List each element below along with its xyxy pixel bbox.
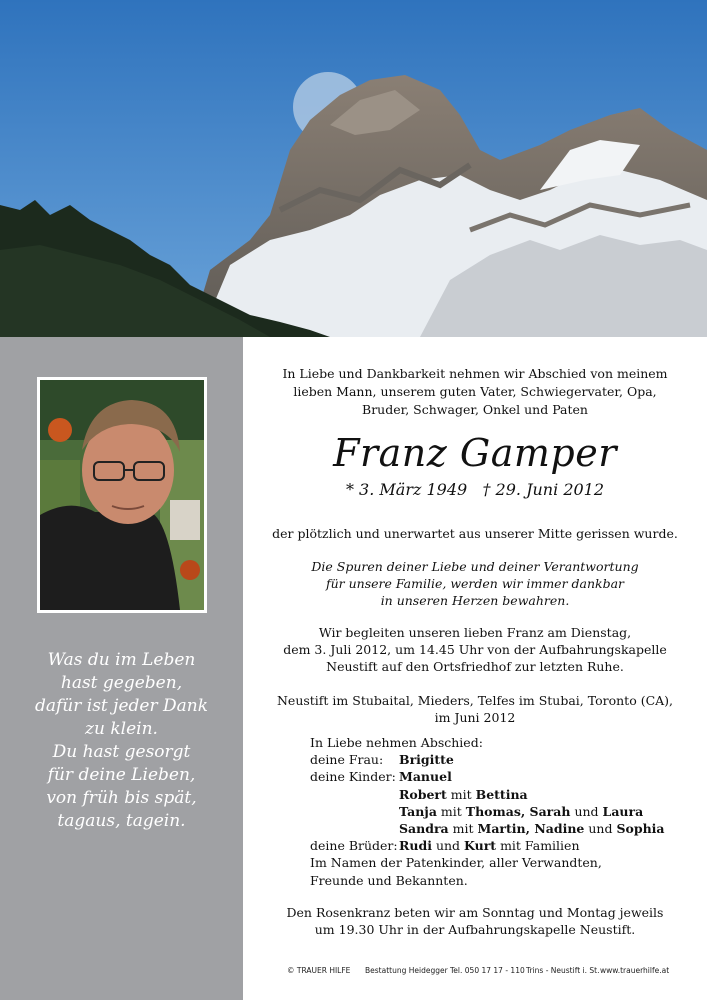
family-row-children (310, 768, 700, 785)
funeral-line: Wir begleiten unseren lieben Franz am Dienstag, (318, 625, 632, 640)
poem-line: hast gegeben, (60, 673, 183, 693)
family-row-wife (310, 751, 700, 768)
brothers-label: deine Brüder: (310, 838, 398, 854)
rosary-line: Den Rosenkranz beten wir am Sonntag und Montag jeweils (286, 905, 664, 920)
quote-line: Die Spuren deiner Liebe und deiner Verantwortung (311, 559, 639, 574)
rosary-line: um 19.30 Uhr in der Aufbahrungskapelle Neustift. (314, 922, 636, 937)
brother-name: Kurt (464, 838, 497, 854)
connector: und (588, 821, 613, 837)
place-line: im Juni 2012 (434, 710, 516, 725)
portrait-photo (37, 377, 207, 613)
family-row-child (310, 820, 700, 837)
family-row-brothers (310, 837, 700, 854)
children-label: deine Kinder: (310, 769, 396, 785)
connector: mit (452, 821, 474, 837)
child-name: Sandra (399, 821, 449, 837)
footer-phone: Tel. 050 17 17 - 110 (450, 966, 525, 975)
footer-company: Bestattung Heidegger (365, 966, 448, 975)
quote-line: für unsere Familie, werden wir immer dankbar (325, 576, 625, 591)
connector: mit (450, 786, 472, 802)
wife-label: deine Frau: (310, 752, 384, 768)
child-name: Robert (399, 786, 447, 802)
wife-name: Brigitte (399, 752, 454, 768)
text-line: der plötzlich und unerwartet aus unserer Mitte gerissen wurde. (272, 526, 678, 541)
quote-line: in unseren Herzen bewahren. (380, 593, 570, 608)
funeral-line: dem 3. Juli 2012, um 14.45 Uhr von der Aufbahrungskapelle (283, 642, 667, 657)
family-closing: Freunde und Bekannten. (310, 872, 468, 888)
intro-line: lieben Mann, unserem guten Vater, Schwiegervater, Opa, (293, 384, 657, 399)
connector: mit Familien (500, 838, 580, 854)
connector: mit (440, 803, 462, 819)
poem-line: zu klein. (85, 719, 158, 739)
spouse-name: Bettina (475, 786, 528, 802)
rosary-details (243, 904, 707, 938)
relative: Laura (602, 803, 644, 819)
family-row-child (310, 803, 700, 820)
relative: Sophia (616, 821, 665, 837)
poem-line: dafür ist jeder Dank (34, 696, 208, 716)
footer-logo: © TRAUER HILFE (287, 966, 351, 975)
poem-line: Was du im Leben (47, 650, 196, 670)
child-name: Tanja (399, 803, 437, 819)
sidebar (0, 337, 243, 1000)
sudden-death-text (243, 525, 707, 542)
place-line: Neustift im Stubaital, Mieders, Telfes im Stubai, Toronto (CA), (276, 693, 674, 708)
place-date (243, 692, 707, 726)
funeral-details (243, 624, 707, 675)
quote-text (243, 558, 707, 609)
brother-name: Rudi (399, 838, 432, 854)
funeral-line: Neustift auf den Ortsfriedhof zur letzten Ruhe. (326, 659, 624, 674)
obituary-text (243, 337, 707, 1000)
intro-line: In Liebe und Dankbarkeit nehmen wir Abschied von meinem (282, 366, 668, 381)
footer-location: Trins - Neustift i. St. (526, 966, 600, 975)
memorial-poem (0, 649, 243, 833)
family-row-child (310, 786, 700, 803)
poem-line: Du hast gesorgt (52, 742, 191, 762)
family-heading: In Liebe nehmen Abschied: (310, 735, 483, 750)
intro-line: Bruder, Schwager, Onkel und Paten (362, 402, 588, 417)
relatives: Martin, Nadine (477, 821, 585, 837)
family-closing: Im Namen der Patenkinder, aller Verwandten, (310, 855, 602, 871)
poem-line: von früh bis spät, (46, 788, 197, 808)
footer-website: www.trauerhilfe.at (600, 966, 670, 975)
life-dates: * 3. März 1949 † 29. Juni 2012 (345, 480, 605, 499)
poem-line: für deine Lieben, (47, 765, 196, 785)
connector: und (574, 803, 599, 819)
connector: und (435, 838, 461, 854)
deceased-name: Franz Gamper (333, 431, 617, 475)
relatives: Thomas, Sarah (465, 803, 571, 819)
mountain-banner-image (0, 0, 707, 337)
child-name: Manuel (399, 769, 452, 785)
intro-text (243, 365, 707, 419)
poem-line: tagaus, tagein. (57, 811, 186, 831)
family-list (310, 734, 700, 889)
